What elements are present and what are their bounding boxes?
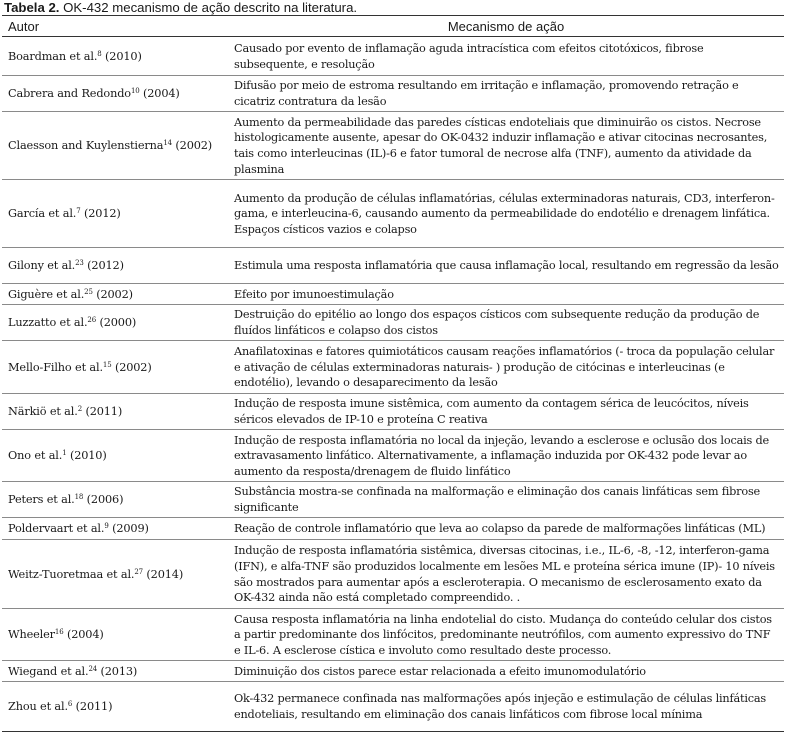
publication-year: (2011)	[72, 700, 113, 714]
author-name: Weitz-Tuoretmaa et al.	[8, 567, 135, 581]
publication-year: (2011)	[82, 405, 123, 419]
reference-number: 25	[84, 287, 93, 296]
table-caption	[2, 0, 784, 15]
author-name: Zhou et al.	[8, 700, 68, 714]
author-cell	[2, 37, 228, 76]
author-cell	[2, 609, 228, 661]
author-name: Wiegand et al.	[8, 664, 89, 678]
reference-number: 6	[67, 700, 73, 709]
reference-number: 8	[97, 49, 102, 58]
reference-number: 23	[75, 259, 84, 268]
author-cell	[2, 341, 228, 394]
table-row	[2, 540, 784, 609]
author-cell	[2, 305, 228, 341]
author-name: Ono et al.	[8, 449, 63, 463]
reference-number: 16	[54, 628, 64, 637]
author-cell	[2, 394, 228, 430]
table-row	[2, 112, 784, 180]
reference-number: 26	[87, 316, 97, 325]
reference-number: 9	[104, 522, 109, 531]
mechanism-cell: Causado por evento de inflamação aguda intracística com efeitos citotóxicos, fibrose subsequente, e resolução	[228, 37, 784, 76]
publication-year: (2006)	[83, 493, 124, 507]
reference-number: 10	[130, 87, 140, 96]
reference-number: 1	[62, 449, 67, 458]
publication-year: (2010)	[66, 449, 107, 463]
mechanism-cell: Estimula uma resposta inflamatória que causa inflamação local, resultando em regressão da lesão	[228, 248, 784, 284]
author-name: Giguère et al.	[8, 287, 85, 301]
author-name: Peters et al.	[8, 493, 75, 507]
table-row	[2, 37, 784, 76]
table-row	[2, 609, 784, 661]
author-cell	[2, 540, 228, 609]
publication-year: (2010)	[101, 49, 142, 63]
author-name: Gilony et al.	[8, 259, 76, 273]
reference-number: 7	[76, 207, 81, 216]
publication-year: (2014)	[142, 567, 184, 581]
table-caption-text: OK-432 mecanismo de ação descrito na literatura.	[59, 0, 358, 15]
column-header-author: Autor	[2, 16, 228, 37]
mechanism-cell: Aumento da permeabilidade das paredes císticas endoteliais que diminuirão os cistos. Necrose histologicamente ausente, apesar do OK-0432 induzir inflamação e ativar citocinas necrosantes, tais como interleucinas (IL)-6 e fator tumoral de necrose alfa (TNF), aumento da atividade da plasmina	[228, 112, 784, 180]
author-name: Mello-Filho et al.	[8, 360, 103, 374]
mechanism-cell: Causa resposta inflamatória na linha endotelial do cisto. Mudança do conteúdo celular dos cistos a partir predominante dos linfócitos, predominante neutrófilos, com aumento expressivo do TNF e IL-6. A esclerose cística e involuto como resultado deste processo.	[228, 609, 784, 661]
author-cell	[2, 661, 228, 682]
table-row	[2, 248, 784, 284]
table-row	[2, 430, 784, 482]
reference-number: 15	[102, 360, 112, 369]
author-cell	[2, 482, 228, 518]
publication-year: (2002)	[92, 287, 133, 301]
author-name: García et al.	[8, 207, 77, 221]
publication-year: (2009)	[108, 522, 149, 536]
reference-number: 24	[88, 664, 98, 673]
author-name: Cabrera and Redondo	[8, 87, 131, 101]
author-name: Claesson and Kuylenstierna	[8, 139, 164, 153]
author-name: Poldervaart et al.	[8, 522, 105, 536]
mechanism-cell: Reação de controle inflamatório que leva ao colapso da parede de malformações linfáticas (ML)	[228, 518, 784, 540]
mechanism-cell: Anafilatoxinas e fatores quimiotáticos causam reações inflamatórios (- troca da população celular e ativação de células exterminadoras naturais- ) produção de citócinas e interleucinas (e endotélio), levando o desaparecimento da lesão	[228, 341, 784, 394]
mechanism-cell: Diminuição dos cistos parece estar relacionada a efeito imunomodulatório	[228, 661, 784, 682]
reference-number: 14	[163, 139, 172, 148]
publication-year: (2004)	[139, 87, 180, 101]
table-row	[2, 76, 784, 112]
publication-year: (2000)	[96, 316, 137, 330]
table-row	[2, 284, 784, 305]
author-cell	[2, 112, 228, 180]
publication-year: (2004)	[63, 628, 104, 642]
publication-year: (2002)	[171, 139, 213, 153]
author-name: Wheeler	[8, 628, 55, 642]
table-row	[2, 305, 784, 341]
publication-year: (2013)	[97, 664, 138, 678]
publication-year: (2012)	[80, 207, 121, 221]
mechanism-cell: Substância mostra-se confinada na malformação e eliminação dos canais linfáticas sem fibrose significante	[228, 482, 784, 518]
author-name: Närkiö et al.	[8, 405, 78, 419]
mechanism-cell: Indução de resposta imune sistêmica, com aumento da contagem sérica de leucócitos, níveis séricos elevados de IP-10 e proteína C reativa	[228, 394, 784, 430]
mechanism-cell: Indução de resposta inflamatória no local da injeção, levando a esclerose e oclusão dos locais de extravasamento linfático. Alternativamente, a inflamação induzida por OK-432 pode levar ao aumento da resposta/drenagem de fluido linfático	[228, 430, 784, 482]
mechanism-cell: Destruição do epitélio ao longo dos espaços císticos com subsequente redução da produção de fluídos linfáticos e colapso dos cistos	[228, 305, 784, 341]
mechanism-cell: Ok-432 permanece confinada nas malformações após injeção e estimulação de células linfáticas endoteliais, resultando em eliminação dos canais linfáticos com fibrose local mínima	[234, 692, 767, 721]
table-row	[2, 482, 784, 518]
column-header-mechanism: Mecanismo de ação	[228, 16, 784, 37]
mechanism-cell: Aumento da produção de células inflamatórias, células exterminadoras naturais, CD3, interferon-gama, e interleucina-6, causando aumento da permeabilidade do endotélio e drenagem linfática. Espaços císticos vazios e colapso	[228, 180, 784, 248]
mechanism-cell: Indução de resposta inflamatória sistêmica, diversas citocinas, i.e., IL-6, -8, -12, interferon-gama (IFN), e alfa-TNF são produzidos localmente em lesões ML e proteína sérica imune (IP)- 10 níveis são mostrados para aumentar após a escleroterapia. O mecanismo de esclerosamento exato da OK-432 ainda não está completado compreendido. .	[228, 540, 784, 609]
author-name: Luzzatto et al.	[8, 316, 88, 330]
author-cell	[2, 180, 228, 248]
table-header-row	[2, 16, 784, 37]
author-cell	[2, 430, 228, 482]
table-body	[2, 37, 784, 732]
reference-number: 18	[74, 493, 84, 502]
reference-number: 2	[77, 405, 82, 414]
table-row	[2, 180, 784, 248]
table-row	[2, 518, 784, 540]
author-cell	[2, 284, 228, 305]
table-row	[2, 341, 784, 394]
author-cell	[2, 76, 228, 112]
mechanism-cell: Efeito por imunoestimulação	[228, 284, 784, 305]
table-caption-label: Tabela 2.	[4, 0, 60, 15]
publication-year: (2002)	[111, 360, 152, 374]
author-name: Boardman et al.	[8, 49, 98, 63]
table-row	[2, 682, 784, 732]
reference-number: 27	[134, 567, 143, 576]
author-cell	[2, 518, 228, 540]
table-row	[2, 394, 784, 430]
author-cell	[2, 682, 228, 732]
mechanism-table	[2, 15, 784, 732]
mechanism-cell: Difusão por meio de estroma resultando em irritação e inflamação, promovendo retração e cicatriz contratura da lesão	[228, 76, 784, 112]
table-row	[2, 661, 784, 682]
author-cell	[2, 248, 228, 284]
publication-year: (2012)	[83, 259, 124, 273]
